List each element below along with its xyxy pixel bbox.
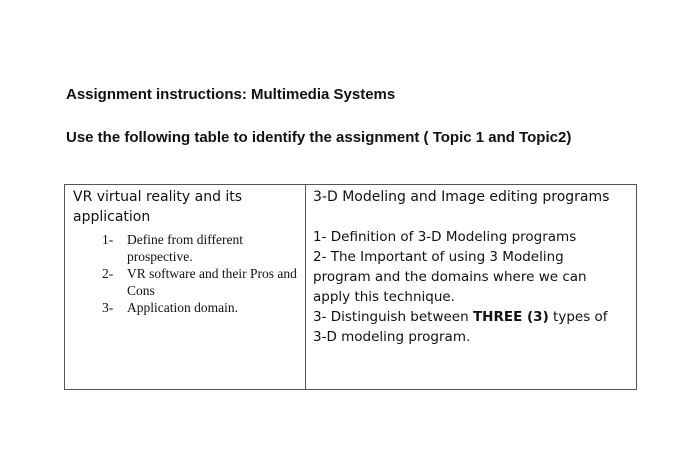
list-item: [65, 299, 305, 316]
item-number: 3-: [102, 300, 114, 315]
list-item: [313, 307, 625, 347]
topic-1-cell: [65, 185, 306, 390]
list-item: [65, 231, 305, 265]
list-item: [65, 265, 305, 299]
item-text: VR software and their Pros and Cons: [127, 266, 297, 298]
table-row: [65, 185, 637, 390]
topic-2-heading: 3-D Modeling and Image editing programs: [313, 189, 610, 205]
document-subtitle: Use the following table to identify the assignment ( Topic 1 and Topic2): [66, 129, 572, 146]
list-item: 2- The Important of using 3 Modeling program and the domains where we can apply this technique.: [313, 249, 587, 305]
item-text-emphasis: THREE (3): [472, 309, 549, 325]
item-text: Application domain.: [127, 300, 238, 315]
item-number: 1-: [102, 232, 114, 247]
topic-1-heading: VR virtual reality and its application: [73, 189, 243, 225]
item-text-suffix: types of 3-D modeling program.: [313, 309, 608, 345]
list-item: 1- Definition of 3-D Modeling programs: [313, 229, 577, 245]
topic-2-cell: [306, 185, 637, 390]
item-text: Define from different prospective.: [127, 232, 243, 264]
topic-1-list: [65, 231, 305, 316]
item-number: 2-: [102, 266, 114, 281]
topic-2-list: [313, 227, 625, 347]
document-title: Assignment instructions: Multimedia Systems: [66, 86, 396, 103]
item-text-prefix: 3- Distinguish between: [313, 309, 473, 325]
assignment-table: [64, 184, 637, 390]
